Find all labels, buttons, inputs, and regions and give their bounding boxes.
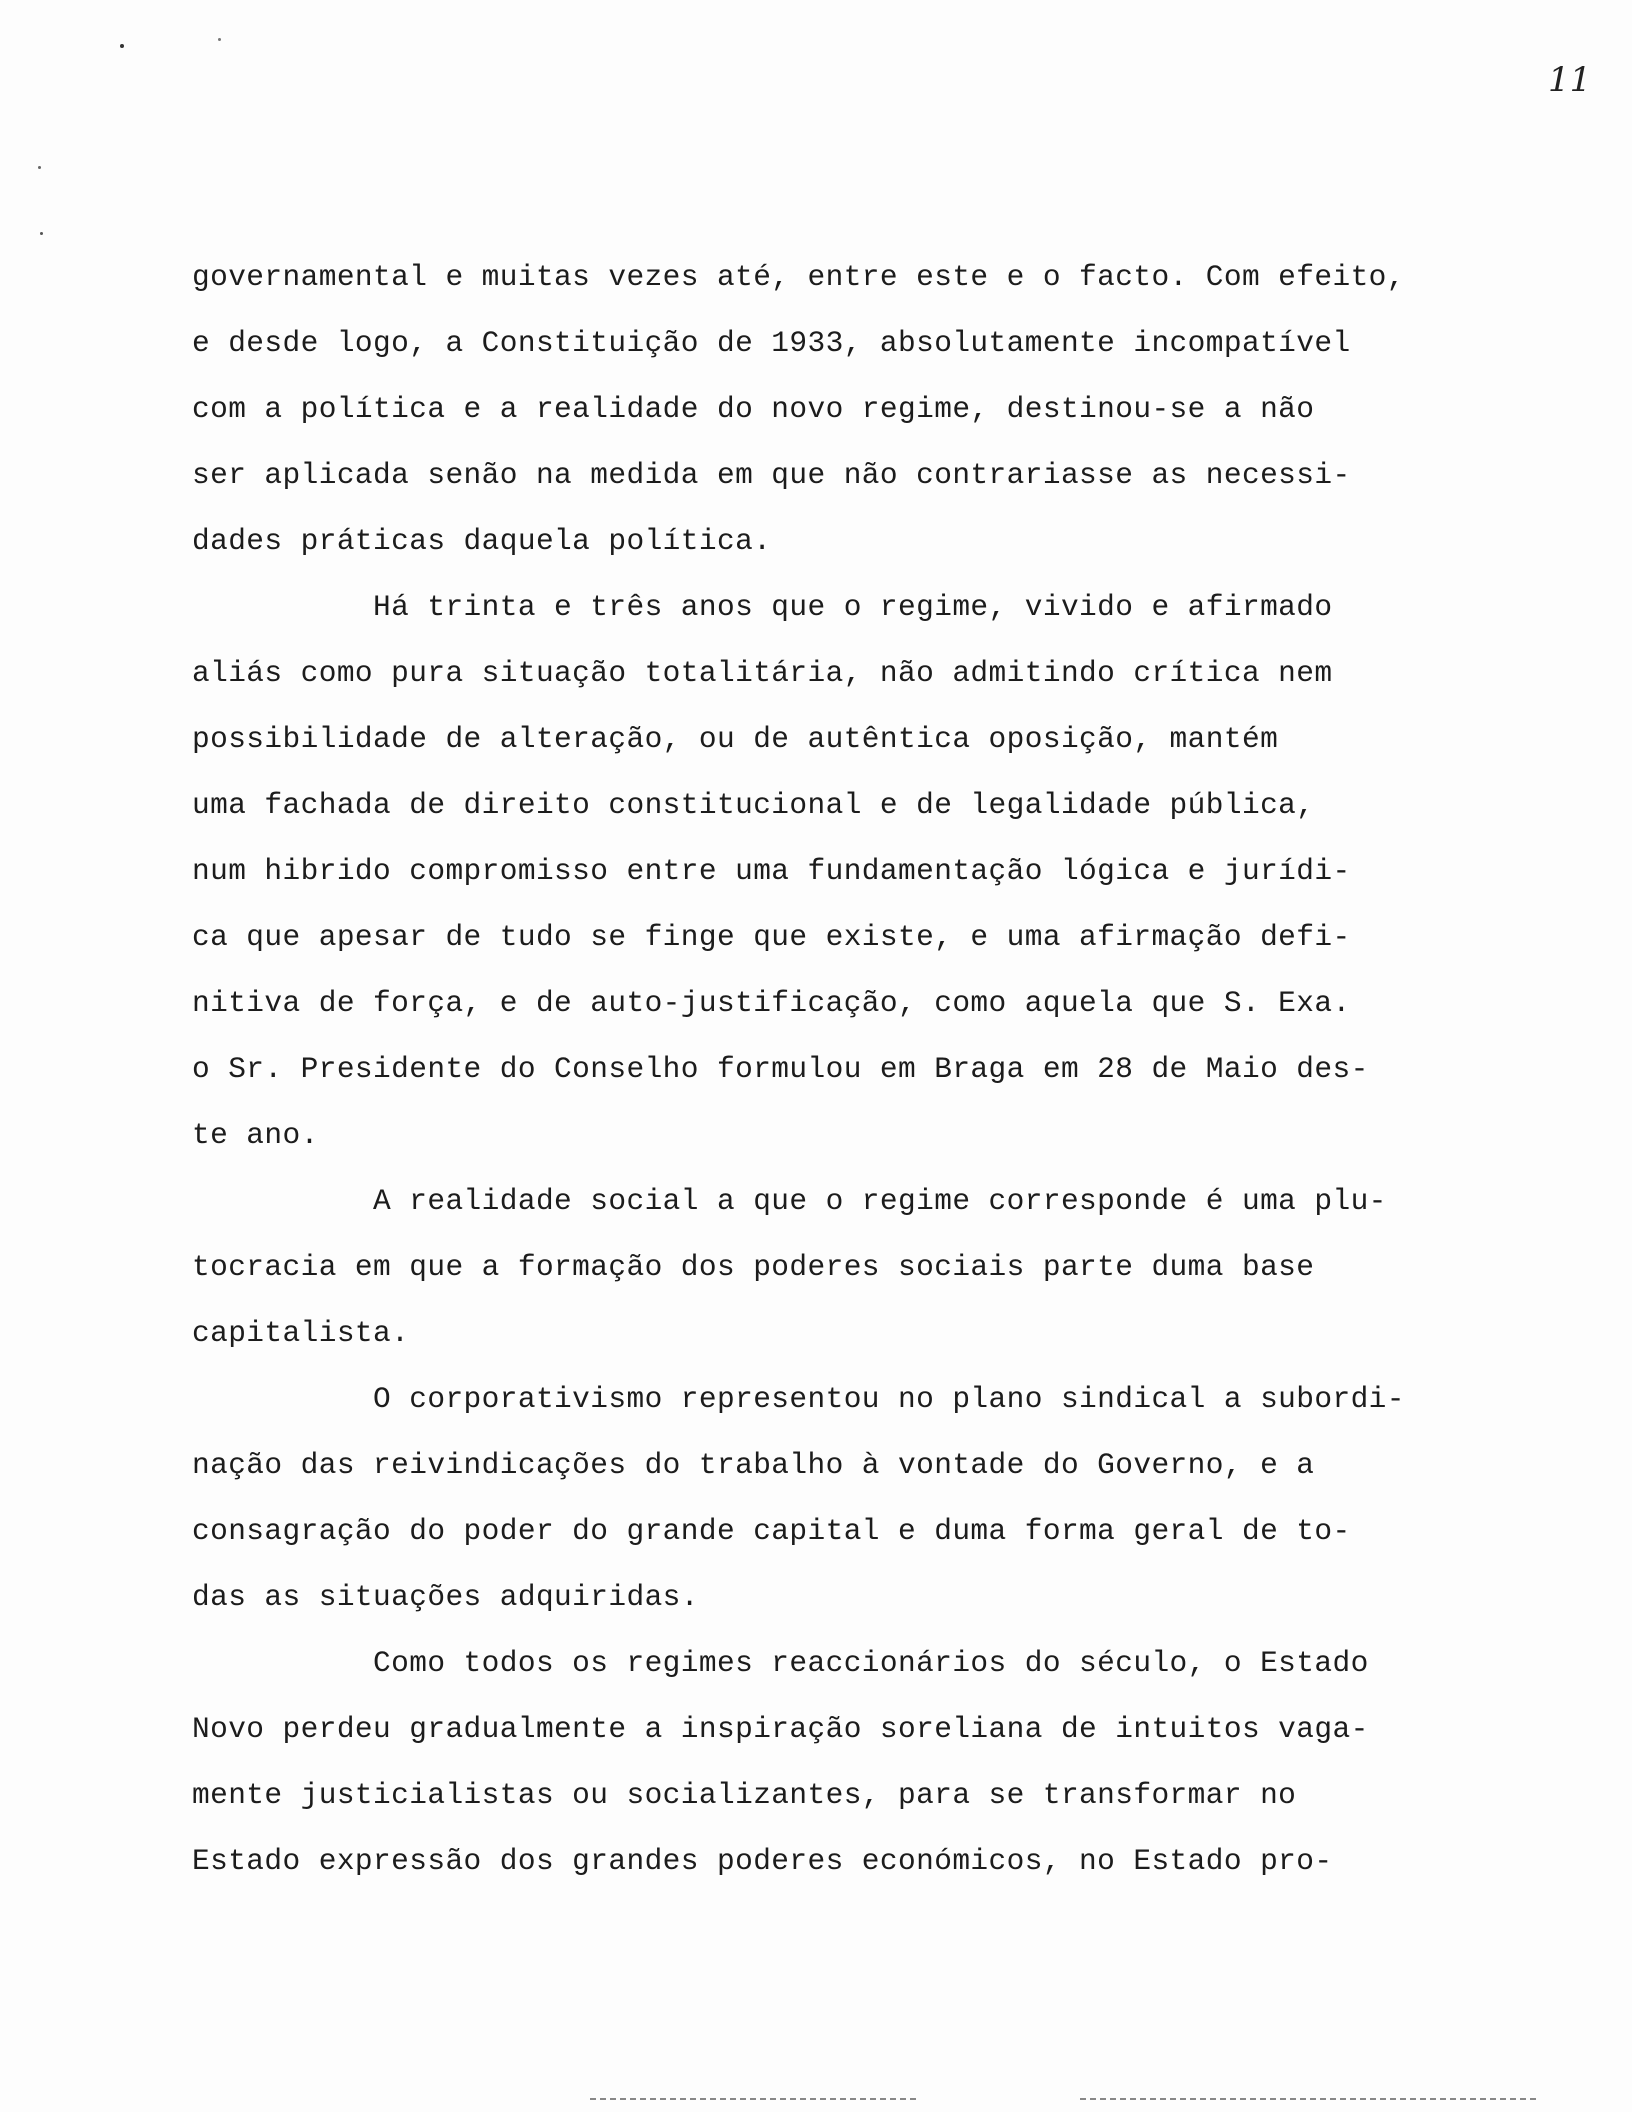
text-line: O corporativismo representou no plano sindical a subordi- [192, 1382, 1405, 1416]
text-line: num hibrido compromisso entre uma fundamentação lógica e jurídi- [192, 854, 1351, 888]
text-line: nação das reivindicações do trabalho à vontade do Governo, e a [192, 1448, 1315, 1482]
text-line: e desde logo, a Constituição de 1933, absolutamente incompatível [192, 326, 1351, 360]
text-line: tocracia em que a formação dos poderes sociais parte duma base [192, 1250, 1315, 1284]
text-line: Estado expressão dos grandes poderes económicos, no Estado pro- [192, 1844, 1333, 1878]
scan-artifact-rule [590, 2098, 920, 2100]
text-line: uma fachada de direito constitucional e de legalidade pública, [192, 788, 1315, 822]
text-line: ca que apesar de tudo se finge que existe, e uma afirmação defi- [192, 920, 1351, 954]
text-line: aliás como pura situação totalitária, não admitindo crítica nem [192, 656, 1333, 690]
body-text [192, 244, 1532, 1894]
text-line: capitalista. [192, 1316, 410, 1350]
text-line: mente justicialistas ou socializantes, para se transformar no [192, 1778, 1297, 1812]
text-line: Há trinta e três anos que o regime, vivido e afirmado [192, 590, 1333, 624]
text-line: possibilidade de alteração, ou de autêntica oposição, mantém [192, 722, 1279, 756]
text-line: nitiva de força, e de auto-justificação, como aquela que S. Exa. [192, 986, 1351, 1020]
text-line: governamental e muitas vezes até, entre este e o facto. Com efeito, [192, 260, 1405, 294]
text-line: te ano. [192, 1118, 319, 1152]
text-line: ser aplicada senão na medida em que não contrariasse as necessi- [192, 458, 1351, 492]
text-line: das as situações adquiridas. [192, 1580, 699, 1614]
scan-speck [120, 44, 124, 48]
text-line: consagração do poder do grande capital e duma forma geral de to- [192, 1514, 1351, 1548]
text-line: Como todos os regimes reaccionários do século, o Estado [192, 1646, 1369, 1680]
scan-speck [218, 38, 221, 41]
text-line: Novo perdeu gradualmente a inspiração soreliana de intuitos vaga- [192, 1712, 1369, 1746]
page-number: 11 [1548, 60, 1592, 100]
scan-speck [40, 232, 43, 235]
scan-speck [38, 166, 41, 169]
text-line: dades práticas daquela política. [192, 524, 772, 558]
text-line: A realidade social a que o regime corresponde é uma plu- [192, 1184, 1387, 1218]
text-line: o Sr. Presidente do Conselho formulou em Braga em 28 de Maio des- [192, 1052, 1369, 1086]
text-line: com a política e a realidade do novo regime, destinou-se a não [192, 392, 1315, 426]
scan-artifact-rule [1080, 2098, 1540, 2100]
